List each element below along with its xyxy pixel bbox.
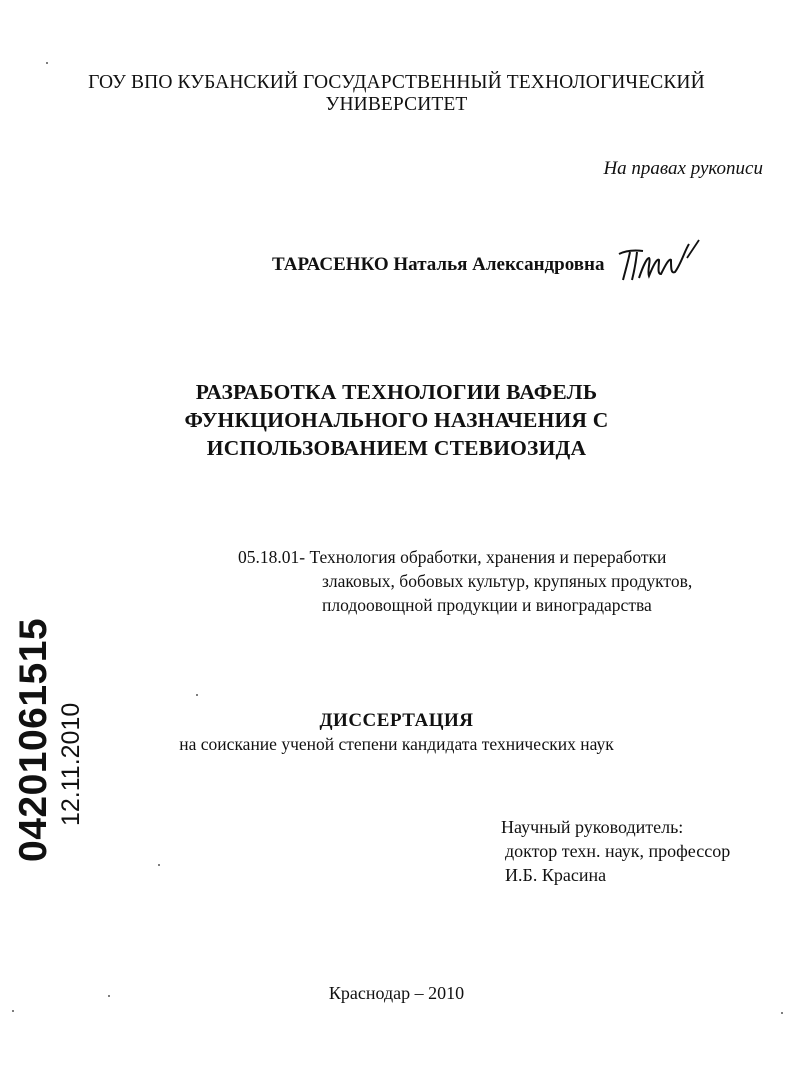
rights-note: На правах рукописи — [603, 158, 763, 179]
scan-speck — [108, 995, 110, 997]
specialty-block — [238, 545, 692, 617]
degree-line: на соискание ученой степени кандидата технических наук — [179, 734, 614, 754]
title-line-1: РАЗРАБОТКА ТЕХНОЛОГИИ ВАФЕЛЬ — [195, 380, 598, 404]
supervisor-name: И.Б. Красина — [505, 865, 607, 885]
document-type: ДИССЕРТАЦИЯ — [319, 710, 474, 731]
place-year: Краснодар – 2010 — [328, 983, 465, 1003]
organization-line-2: УНИВЕРСИТЕТ — [325, 94, 468, 115]
scan-speck — [781, 1012, 783, 1014]
author-name — [272, 254, 604, 276]
scan-speck — [46, 62, 48, 64]
library-stamp-date: 12.11.2010 — [57, 702, 85, 826]
specialty-line-3: плодоовощной продукции и виноградарства — [322, 595, 652, 615]
scan-speck — [12, 1010, 14, 1012]
author-given-names: Наталья Александровна — [393, 254, 605, 275]
supervisor-block — [501, 815, 730, 887]
supervisor-position: доктор техн. наук, профессор — [505, 841, 731, 861]
supervisor-label: Научный руководитель: — [501, 817, 684, 837]
title-line-2: ФУНКЦИОНАЛЬНОГО НАЗНАЧЕНИЯ С — [184, 408, 609, 432]
specialty-line-2: злаковых, бобовых культур, крупяных продуктов, — [322, 571, 693, 591]
organization-line-1: ГОУ ВПО КУБАНСКИЙ ГОСУДАРСТВЕННЫЙ ТЕХНОЛОГИЧЕСКИЙ — [88, 72, 705, 93]
scan-speck — [158, 864, 160, 866]
specialty-line-1: 05.18.01- Технология обработки, хранения и переработки — [238, 547, 667, 567]
author-surname: ТАРАСЕНКО — [272, 254, 389, 275]
library-stamp-number: 04201061515 — [12, 617, 55, 862]
title-line-3: ИСПОЛЬЗОВАНИЕМ СТЕВИОЗИДА — [206, 436, 587, 460]
author-signature — [613, 236, 703, 292]
scan-speck — [196, 694, 198, 696]
